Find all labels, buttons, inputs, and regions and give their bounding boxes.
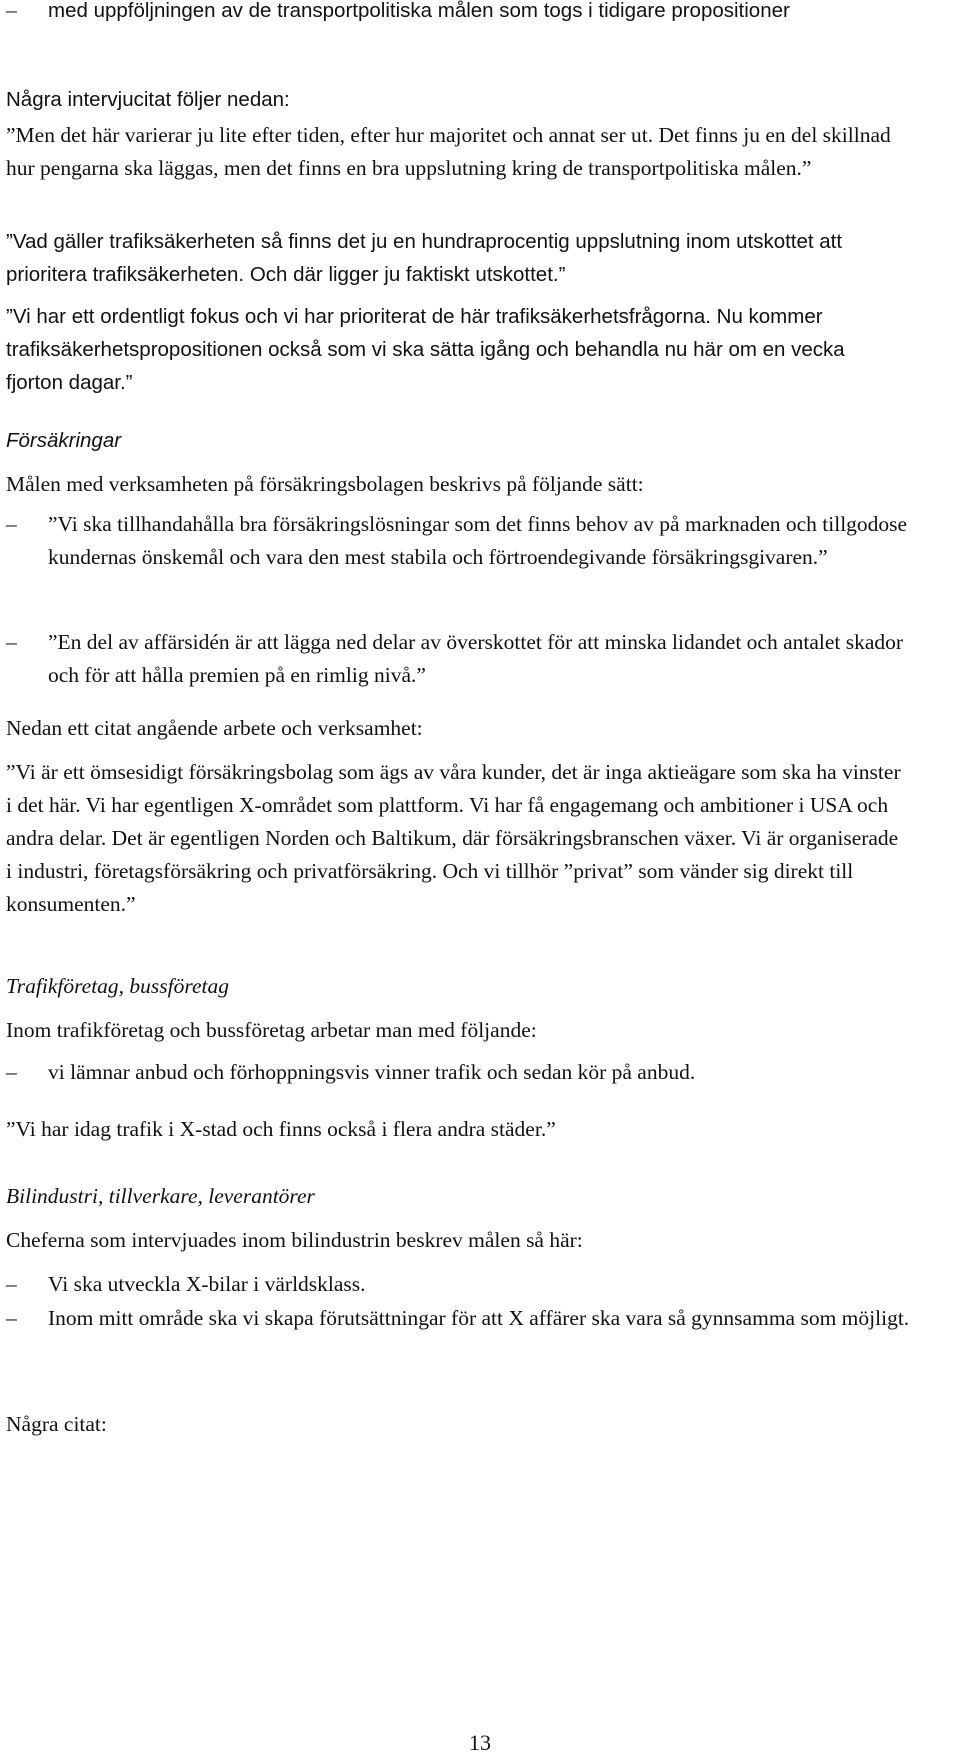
- section-heading-car-industry: Bilindustri, tillverkare, leverantörer: [6, 1184, 315, 1208]
- list-item-text: Vi ska utveckla X-bilar i världsklass.: [48, 1272, 366, 1296]
- paragraph-insurance-intro: Målen med verksamheten på försäkringsbolagen beskrivs på följande sätt:: [6, 472, 644, 496]
- list-item-text: vi lämnar anbud och förhoppningsvis vinner trafik och sedan kör på anbud.: [48, 1060, 696, 1084]
- list-item-text: ”Vi ska tillhandahålla bra försäkringslösningar som det finns behov av på marknaden och tillgodose kundernas önskemål och vara den mest stabila och förtroendegivande försäkringsgivaren.”: [48, 512, 908, 569]
- paragraph-traffic-intro: Inom trafikföretag och bussföretag arbetar man med följande:: [6, 1018, 537, 1042]
- list-item: [6, 508, 906, 608]
- paragraph-quote-intro: Nedan ett citat angående arbete och verksamhet:: [6, 716, 423, 740]
- quote-paragraph: ”Vi är ett ömsesidigt försäkringsbolag som ägs av våra kunder, det är inga aktieägare som ska ha vinster i det här. Vi har egentligen X-området som plattform. Vi har få engagemang och ambitioner i USA och andra delar. Det är egentligen Norden och Baltikum, där försäkringsbranschen växer. Vi är organiserade i industri, företagsförsäkring och privatförsäkring. Och vi tillhör ”privat” som vänder sig direkt till konsumenten.”: [6, 760, 901, 916]
- paragraph-quotes-label: Några citat:: [6, 1412, 107, 1436]
- list-item: [6, 1302, 910, 1368]
- list-item: [6, 1268, 906, 1302]
- section-heading-traffic: Trafikföretag, bussföretag: [6, 974, 229, 998]
- list-item-text: ”En del av affärsidén är att lägga ned delar av överskottet för att minska lidandet och antalet skador och för att hålla premien på en rimlig nivå.”: [48, 630, 904, 687]
- list-item: [6, 626, 906, 694]
- dash-bullet: –: [6, 630, 17, 654]
- dash-bullet: –: [6, 1272, 17, 1296]
- quote-paragraph: ”Vad gäller trafiksäkerheten så finns det ju en hundraprocentig uppslutning inom utskottet att prioritera trafiksäkerheten. Och där ligger ju faktiskt utskottet.”: [6, 230, 843, 286]
- page-number: 13: [469, 1730, 491, 1755]
- list-item-text: med uppföljningen av de transportpolitiska målen som togs i tidigare propositioner: [48, 0, 790, 22]
- dash-bullet: –: [6, 1060, 17, 1084]
- dash-bullet: –: [6, 1306, 17, 1330]
- paragraph-intro: Några intervjucitat följer nedan:: [6, 88, 290, 111]
- paragraph-car-intro: Cheferna som intervjuades inom bilindustrin beskrev målen så här:: [6, 1228, 583, 1252]
- quote-paragraph: ”Vi har ett ordentligt fokus och vi har prioriterat de här trafiksäkerhetsfrågorna. Nu kommer trafiksäkerhetspropositionen också som vi ska sätta igång och behandla nu här om en vecka fjorton dagar.”: [6, 305, 845, 394]
- list-item: [6, 1056, 906, 1090]
- list-item-text: Inom mitt område ska vi skapa förutsättningar för att X affärer ska vara så gynnsamma som möjligt.: [48, 1306, 910, 1330]
- quote-paragraph: ”Men det här varierar ju lite efter tiden, efter hur majoritet och annat ser ut. Det finns ju en del skillnad hur pengarna ska läggas, men det finns en bra uppslutning kring de transportpolitiska målen.”: [6, 123, 891, 180]
- section-heading-insurance: Försäkringar: [6, 429, 122, 452]
- dash-bullet: –: [6, 512, 17, 536]
- quote-paragraph: ”Vi har idag trafik i X-stad och finns också i flera andra städer.”: [6, 1117, 556, 1141]
- list-item: [6, 0, 906, 60]
- dash-bullet: –: [6, 0, 17, 22]
